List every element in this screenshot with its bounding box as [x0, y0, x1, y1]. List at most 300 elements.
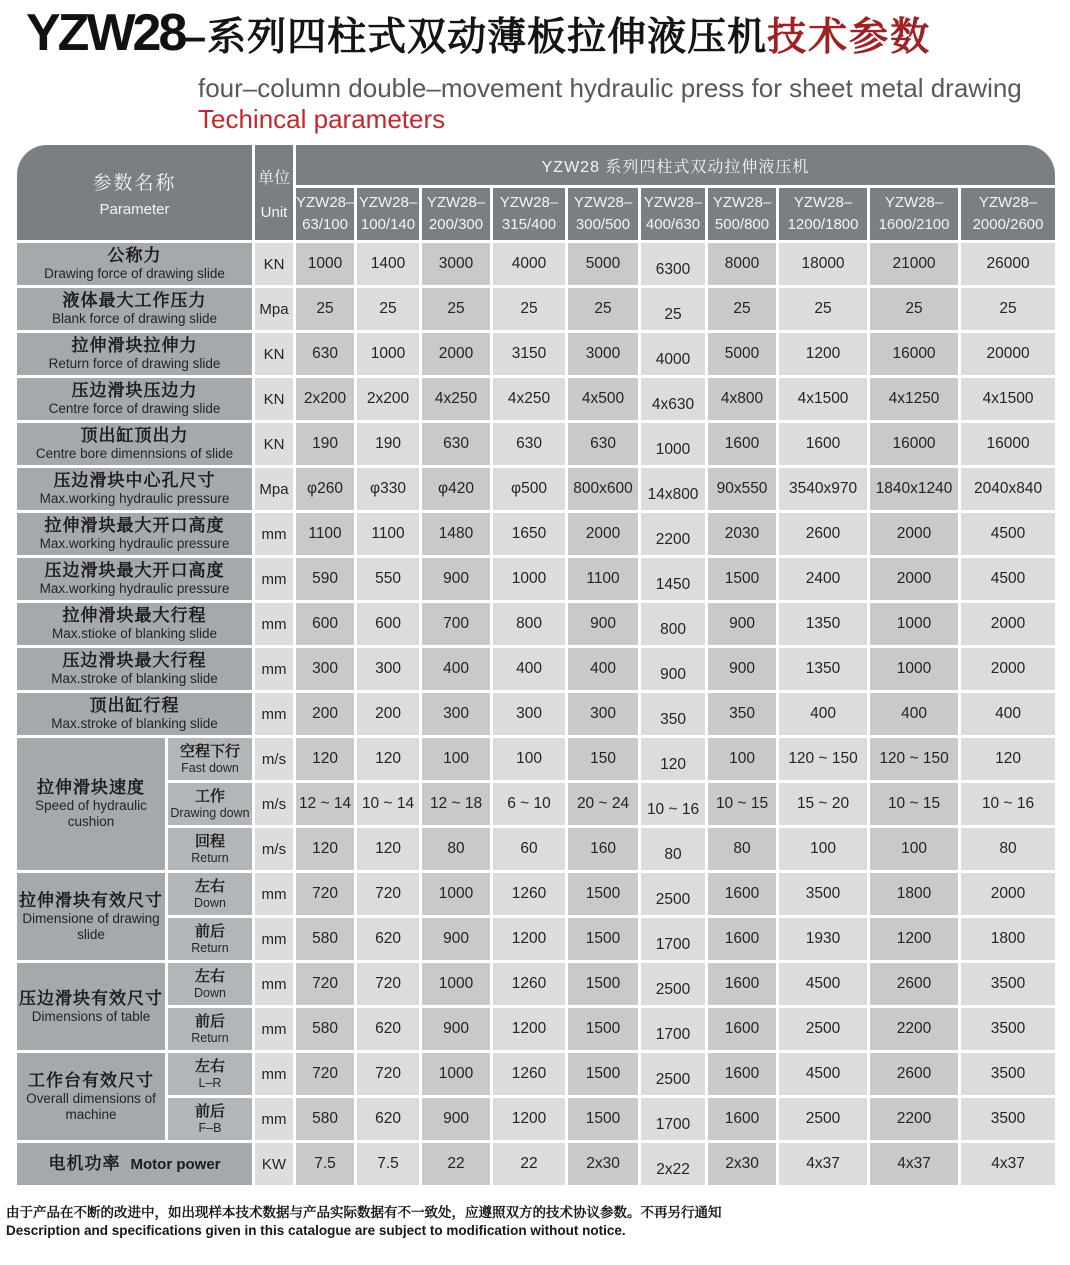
page-title — [26, 6, 1070, 73]
value-cell: 2500 — [641, 873, 705, 915]
value-cell: 4x37 — [961, 1143, 1055, 1185]
value-cell: 10 ~ 14 — [357, 783, 419, 825]
value-cell: 10 ~ 15 — [708, 783, 776, 825]
label-cn: 压边滑块最大开口高度 — [44, 561, 225, 580]
unit-cell: Mpa — [255, 288, 293, 330]
value-cell: 2400 — [779, 558, 867, 600]
param-column-header — [17, 145, 252, 240]
value-cell: φ420 — [422, 468, 490, 510]
value-cell: 18000 — [779, 243, 867, 285]
value-cell: 2200 — [641, 513, 705, 555]
unit-cell: KN — [255, 333, 293, 375]
value-cell: 1450 — [641, 558, 705, 600]
value-cell: 15 ~ 20 — [779, 783, 867, 825]
label-en: Max.working hydraulic pressure — [39, 581, 230, 596]
sub-param-cell — [168, 1098, 252, 1140]
value-cell: 1700 — [641, 1008, 705, 1050]
value-cell: 1000 — [422, 963, 490, 1005]
value-cell: 3500 — [961, 1098, 1055, 1140]
unit-cell: mm — [255, 1008, 293, 1050]
page-header — [0, 0, 1070, 135]
model-line1: YZW28– — [296, 194, 355, 211]
value-cell: 1700 — [641, 1098, 705, 1140]
table-row — [17, 558, 1055, 600]
value-cell: 900 — [422, 1008, 490, 1050]
value-cell: 2000 — [870, 513, 958, 555]
value-cell: 590 — [296, 558, 354, 600]
value-cell: 16000 — [870, 423, 958, 465]
value-cell: 400 — [422, 648, 490, 690]
value-cell: 800 — [493, 603, 565, 645]
value-cell: φ500 — [493, 468, 565, 510]
value-cell: 200 — [296, 693, 354, 735]
model-line2: 100/140 — [360, 216, 416, 233]
unit-cell: mm — [255, 873, 293, 915]
model-line2: 315/400 — [501, 216, 557, 233]
value-cell: 21000 — [870, 243, 958, 285]
table-row — [17, 738, 1055, 780]
value-cell: 120 ~ 150 — [779, 738, 867, 780]
label-en: Motor power — [130, 1156, 221, 1173]
sub-param-cell — [168, 828, 252, 870]
value-cell: 150 — [568, 738, 638, 780]
value-cell: 2x30 — [708, 1143, 776, 1185]
value-cell: 14x800 — [641, 468, 705, 510]
model-header-63/100 — [296, 188, 354, 240]
value-cell: 1500 — [568, 1098, 638, 1140]
table-row — [17, 873, 1055, 915]
param-cell — [17, 693, 252, 735]
value-cell: 1000 — [422, 1053, 490, 1095]
value-cell: 25 — [493, 288, 565, 330]
param-cell — [17, 513, 252, 555]
value-cell: 3500 — [779, 873, 867, 915]
value-cell: 1100 — [568, 558, 638, 600]
label-en: Down — [194, 985, 226, 1000]
sub-param-cell — [168, 1008, 252, 1050]
unit-cell: KN — [255, 378, 293, 420]
spec-table-wrap — [0, 142, 1070, 1188]
param-cell — [17, 738, 165, 870]
unit-column-header — [255, 145, 293, 240]
label-en: Blank force of drawing slide — [51, 311, 218, 326]
label-en: Max.working hydraulic pressure — [39, 491, 230, 506]
value-cell: 2500 — [641, 1053, 705, 1095]
table-row — [17, 423, 1055, 465]
model-line1: YZW28– — [978, 194, 1038, 211]
value-cell: 1000 — [641, 423, 705, 465]
value-cell: 720 — [357, 1053, 419, 1095]
value-cell: 100 — [493, 738, 565, 780]
param-cell — [17, 963, 165, 1050]
param-cell — [17, 378, 252, 420]
value-cell: 1500 — [708, 558, 776, 600]
value-cell: 4500 — [961, 558, 1055, 600]
value-cell: 2000 — [961, 873, 1055, 915]
series-group-header: YZW28 系列四柱式双动拉伸液压机 — [296, 145, 1055, 185]
value-cell: 580 — [296, 1098, 354, 1140]
value-cell: 1260 — [493, 963, 565, 1005]
value-cell: 100 — [422, 738, 490, 780]
value-cell: 720 — [357, 963, 419, 1005]
value-cell: 400 — [961, 693, 1055, 735]
label-cn: 前后 — [195, 1102, 226, 1120]
value-cell: 630 — [568, 423, 638, 465]
value-cell: 580 — [296, 918, 354, 960]
value-cell: 580 — [296, 1008, 354, 1050]
model-line1: YZW28– — [358, 194, 418, 211]
value-cell: 1260 — [493, 1053, 565, 1095]
unit-cell: mm — [255, 648, 293, 690]
value-cell: 6300 — [641, 243, 705, 285]
value-cell: 900 — [422, 1098, 490, 1140]
value-cell: 350 — [641, 693, 705, 735]
value-cell: 1000 — [870, 603, 958, 645]
label-en: Return force of drawing slide — [48, 356, 221, 371]
value-cell: 120 — [357, 828, 419, 870]
label-en: Return — [191, 1030, 229, 1045]
label-en: Drawing force of drawing slide — [44, 266, 225, 281]
model-header-300/500 — [568, 188, 638, 240]
table-row — [17, 333, 1055, 375]
table-row — [17, 288, 1055, 330]
table-row — [17, 603, 1055, 645]
label-en: Max.stroke of blanking slide — [51, 671, 218, 686]
footnote-cn: 由于产品在不断的改进中，如出现样本技术数据与产品实际数据有不一致处，应遵照双方的技术协议参数。不再另行通知 — [6, 1205, 722, 1220]
label-en: Overall dimensions of machine — [26, 1090, 156, 1122]
value-cell: 20000 — [961, 333, 1055, 375]
table-row — [17, 693, 1055, 735]
value-cell: 4500 — [779, 963, 867, 1005]
value-cell: 1600 — [708, 918, 776, 960]
value-cell: 120 ~ 150 — [870, 738, 958, 780]
unit-cell: KW — [255, 1143, 293, 1185]
value-cell: 1500 — [568, 1053, 638, 1095]
value-cell: 2x200 — [357, 378, 419, 420]
value-cell: 80 — [708, 828, 776, 870]
unit-cell: Mpa — [255, 468, 293, 510]
param-cell — [17, 1143, 252, 1185]
label-cn: 空程下行 — [180, 742, 241, 760]
model-header-2000/2600 — [961, 188, 1055, 240]
value-cell: 7.5 — [296, 1143, 354, 1185]
value-cell: 1200 — [493, 1098, 565, 1140]
value-cell: 1000 — [296, 243, 354, 285]
value-cell: 4x37 — [779, 1143, 867, 1185]
title-model-code: YZW28 — [26, 4, 185, 62]
param-cell — [17, 333, 252, 375]
value-cell: 3500 — [961, 963, 1055, 1005]
value-cell: 550 — [357, 558, 419, 600]
unit-header-cn: 单位 — [258, 169, 291, 187]
value-cell: 16000 — [870, 333, 958, 375]
sub-param-cell — [168, 1053, 252, 1095]
value-cell: 1200 — [493, 1008, 565, 1050]
model-header-200/300 — [422, 188, 490, 240]
label-cn: 左右 — [195, 877, 226, 895]
value-cell: 1200 — [779, 333, 867, 375]
value-cell: 4x800 — [708, 378, 776, 420]
value-cell: 1100 — [296, 513, 354, 555]
label-cn: 拉伸滑块有效尺寸 — [19, 890, 163, 910]
value-cell: 2x30 — [568, 1143, 638, 1185]
sub-param-cell — [168, 918, 252, 960]
value-cell: 1400 — [357, 243, 419, 285]
value-cell: 720 — [296, 1053, 354, 1095]
unit-cell: mm — [255, 918, 293, 960]
value-cell: 1500 — [568, 1008, 638, 1050]
model-line1: YZW28– — [499, 194, 559, 211]
value-cell: 1100 — [357, 513, 419, 555]
value-cell: 400 — [870, 693, 958, 735]
footnote-en: Description and specifications given in this catalogue are subject to modification without notice. — [6, 1223, 626, 1238]
value-cell: 1000 — [422, 873, 490, 915]
table-header-row-1 — [17, 145, 1055, 185]
value-cell: 190 — [296, 423, 354, 465]
value-cell: 3000 — [422, 243, 490, 285]
value-cell: 2000 — [961, 603, 1055, 645]
label-en: Return — [191, 850, 229, 865]
param-cell — [17, 603, 252, 645]
value-cell: 4x250 — [493, 378, 565, 420]
value-cell: 1600 — [708, 1098, 776, 1140]
model-line2: 400/630 — [645, 216, 701, 233]
unit-cell: KN — [255, 243, 293, 285]
table-row — [17, 828, 1055, 870]
value-cell: 1650 — [493, 513, 565, 555]
value-cell: 6 ~ 10 — [493, 783, 565, 825]
model-line2: 2000/2600 — [972, 216, 1044, 233]
label-cn: 拉伸滑块速度 — [37, 778, 145, 797]
value-cell: 2600 — [870, 1053, 958, 1095]
value-cell: 1000 — [870, 648, 958, 690]
unit-cell: mm — [255, 963, 293, 1005]
label-en: Centre bore dimennsions of slide — [35, 446, 234, 461]
value-cell: 630 — [296, 333, 354, 375]
value-cell: 2x200 — [296, 378, 354, 420]
table-row — [17, 378, 1055, 420]
label-cn: 拉伸滑块最大行程 — [62, 606, 207, 625]
model-line1: YZW28– — [712, 194, 772, 211]
value-cell: 1700 — [641, 918, 705, 960]
model-header-1600/2100 — [870, 188, 958, 240]
value-cell: 100 — [870, 828, 958, 870]
value-cell: 80 — [641, 828, 705, 870]
label-en: F–B — [198, 1120, 222, 1135]
value-cell: 1200 — [870, 918, 958, 960]
value-cell: 2000 — [870, 558, 958, 600]
sub-param-cell — [168, 873, 252, 915]
label-en: Max.stroke of blanking slide — [51, 716, 218, 731]
value-cell: 80 — [961, 828, 1055, 870]
value-cell: 900 — [422, 918, 490, 960]
value-cell: 2500 — [641, 963, 705, 1005]
model-header-315/400 — [493, 188, 565, 240]
table-row — [17, 243, 1055, 285]
value-cell: 12 ~ 14 — [296, 783, 354, 825]
value-cell: 80 — [422, 828, 490, 870]
table-row — [17, 963, 1055, 1005]
value-cell: 22 — [493, 1143, 565, 1185]
value-cell: 100 — [779, 828, 867, 870]
value-cell: 4000 — [493, 243, 565, 285]
label-cn: 拉伸滑块拉伸力 — [71, 336, 198, 355]
value-cell: 2600 — [779, 513, 867, 555]
value-cell: 16000 — [961, 423, 1055, 465]
value-cell: 1600 — [708, 1053, 776, 1095]
label-cn: 回程 — [195, 832, 226, 850]
model-header-400/630 — [641, 188, 705, 240]
value-cell: 200 — [357, 693, 419, 735]
param-cell — [17, 423, 252, 465]
label-cn: 压边滑块最大行程 — [62, 651, 207, 670]
value-cell: 12 ~ 18 — [422, 783, 490, 825]
value-cell: 25 — [708, 288, 776, 330]
label-cn: 左右 — [195, 1057, 226, 1075]
value-cell: 10 ~ 15 — [870, 783, 958, 825]
value-cell: 300 — [568, 693, 638, 735]
value-cell: 700 — [422, 603, 490, 645]
label-cn: 压边滑块压边力 — [71, 381, 198, 400]
label-cn: 前后 — [195, 922, 226, 940]
label-cn: 电机功率 — [48, 1154, 121, 1173]
label-cn: 工作台有效尺寸 — [28, 1070, 154, 1090]
value-cell: 1800 — [870, 873, 958, 915]
value-cell: 120 — [296, 738, 354, 780]
model-line1: YZW28– — [793, 194, 853, 211]
value-cell: 1600 — [708, 873, 776, 915]
value-cell: 2x22 — [641, 1143, 705, 1185]
unit-cell: mm — [255, 603, 293, 645]
value-cell: 1480 — [422, 513, 490, 555]
table-row — [17, 1098, 1055, 1140]
value-cell: 120 — [961, 738, 1055, 780]
value-cell: 2600 — [870, 963, 958, 1005]
model-header-100/140 — [357, 188, 419, 240]
value-cell: 2500 — [779, 1008, 867, 1050]
param-cell — [17, 468, 252, 510]
value-cell: 1500 — [568, 918, 638, 960]
label-en: Fast down — [181, 760, 239, 775]
value-cell: 4x630 — [641, 378, 705, 420]
value-cell: 900 — [641, 648, 705, 690]
label-en: Speed of hydraulic cushion — [35, 798, 147, 829]
table-row — [17, 513, 1055, 555]
value-cell: 4500 — [961, 513, 1055, 555]
label-en: Max.stioke of blanking slide — [51, 626, 218, 641]
value-cell: 1260 — [493, 873, 565, 915]
label-cn: 压边滑块中心孔尺寸 — [53, 471, 216, 490]
value-cell: 25 — [422, 288, 490, 330]
model-line2: 500/800 — [714, 216, 770, 233]
table-row — [17, 468, 1055, 510]
value-cell: 900 — [422, 558, 490, 600]
value-cell: φ330 — [357, 468, 419, 510]
label-cn: 左右 — [195, 967, 226, 985]
label-cn: 液体最大工作压力 — [62, 291, 207, 310]
param-cell — [17, 243, 252, 285]
unit-cell: m/s — [255, 738, 293, 780]
label-en: Centre force of drawing slide — [48, 401, 221, 416]
value-cell: 1200 — [493, 918, 565, 960]
label-cn: 公称力 — [107, 246, 162, 265]
value-cell: 1840x1240 — [870, 468, 958, 510]
sub-param-cell — [168, 738, 252, 780]
model-line1: YZW28– — [884, 194, 944, 211]
value-cell: 190 — [357, 423, 419, 465]
value-cell: 350 — [708, 693, 776, 735]
unit-cell: m/s — [255, 828, 293, 870]
value-cell: 100 — [708, 738, 776, 780]
sub-param-cell — [168, 963, 252, 1005]
value-cell: 1350 — [779, 603, 867, 645]
value-cell: 900 — [708, 603, 776, 645]
value-cell: 720 — [296, 963, 354, 1005]
value-cell: 4x500 — [568, 378, 638, 420]
value-cell: 2200 — [870, 1008, 958, 1050]
value-cell: 620 — [357, 918, 419, 960]
value-cell: 1350 — [779, 648, 867, 690]
table-row — [17, 1143, 1055, 1185]
value-cell: φ260 — [296, 468, 354, 510]
value-cell: 900 — [708, 648, 776, 690]
value-cell: 300 — [422, 693, 490, 735]
value-cell: 120 — [357, 738, 419, 780]
value-cell: 25 — [779, 288, 867, 330]
value-cell: 2040x840 — [961, 468, 1055, 510]
table-row — [17, 1008, 1055, 1050]
table-row — [17, 648, 1055, 690]
label-cn: 前后 — [195, 1012, 226, 1030]
table-row — [17, 918, 1055, 960]
value-cell: 8000 — [708, 243, 776, 285]
value-cell: 25 — [961, 288, 1055, 330]
title-en-parameters: Techincal parameters — [198, 104, 446, 134]
value-cell: 3500 — [961, 1008, 1055, 1050]
value-cell: 7.5 — [357, 1143, 419, 1185]
value-cell: 2200 — [870, 1098, 958, 1140]
label-en: Dimensions of table — [31, 1008, 151, 1024]
model-line1: YZW28– — [426, 194, 486, 211]
unit-header-en: Unit — [260, 203, 288, 221]
table-row — [17, 783, 1055, 825]
value-cell: 2000 — [568, 513, 638, 555]
value-cell: 400 — [493, 648, 565, 690]
value-cell: 4500 — [779, 1053, 867, 1095]
value-cell: 10 ~ 16 — [961, 783, 1055, 825]
model-line2: 200/300 — [428, 216, 484, 233]
unit-cell: KN — [255, 423, 293, 465]
value-cell: 300 — [493, 693, 565, 735]
label-en: Max.working hydraulic pressure — [39, 536, 230, 551]
value-cell: 4x1250 — [870, 378, 958, 420]
title-cn-red: 技术参数 — [767, 16, 932, 59]
model-line1: YZW28– — [643, 194, 703, 211]
value-cell: 300 — [296, 648, 354, 690]
label-cn: 拉伸滑块最大开口高度 — [44, 516, 225, 535]
value-cell: 400 — [568, 648, 638, 690]
param-cell — [17, 648, 252, 690]
value-cell: 1600 — [708, 963, 776, 1005]
unit-cell: mm — [255, 513, 293, 555]
label-en: Return — [191, 940, 229, 955]
value-cell: 720 — [296, 873, 354, 915]
param-header-en: Parameter — [99, 200, 170, 218]
value-cell: 4000 — [641, 333, 705, 375]
model-line2: 1600/2100 — [878, 216, 950, 233]
unit-cell: mm — [255, 693, 293, 735]
value-cell: 3000 — [568, 333, 638, 375]
